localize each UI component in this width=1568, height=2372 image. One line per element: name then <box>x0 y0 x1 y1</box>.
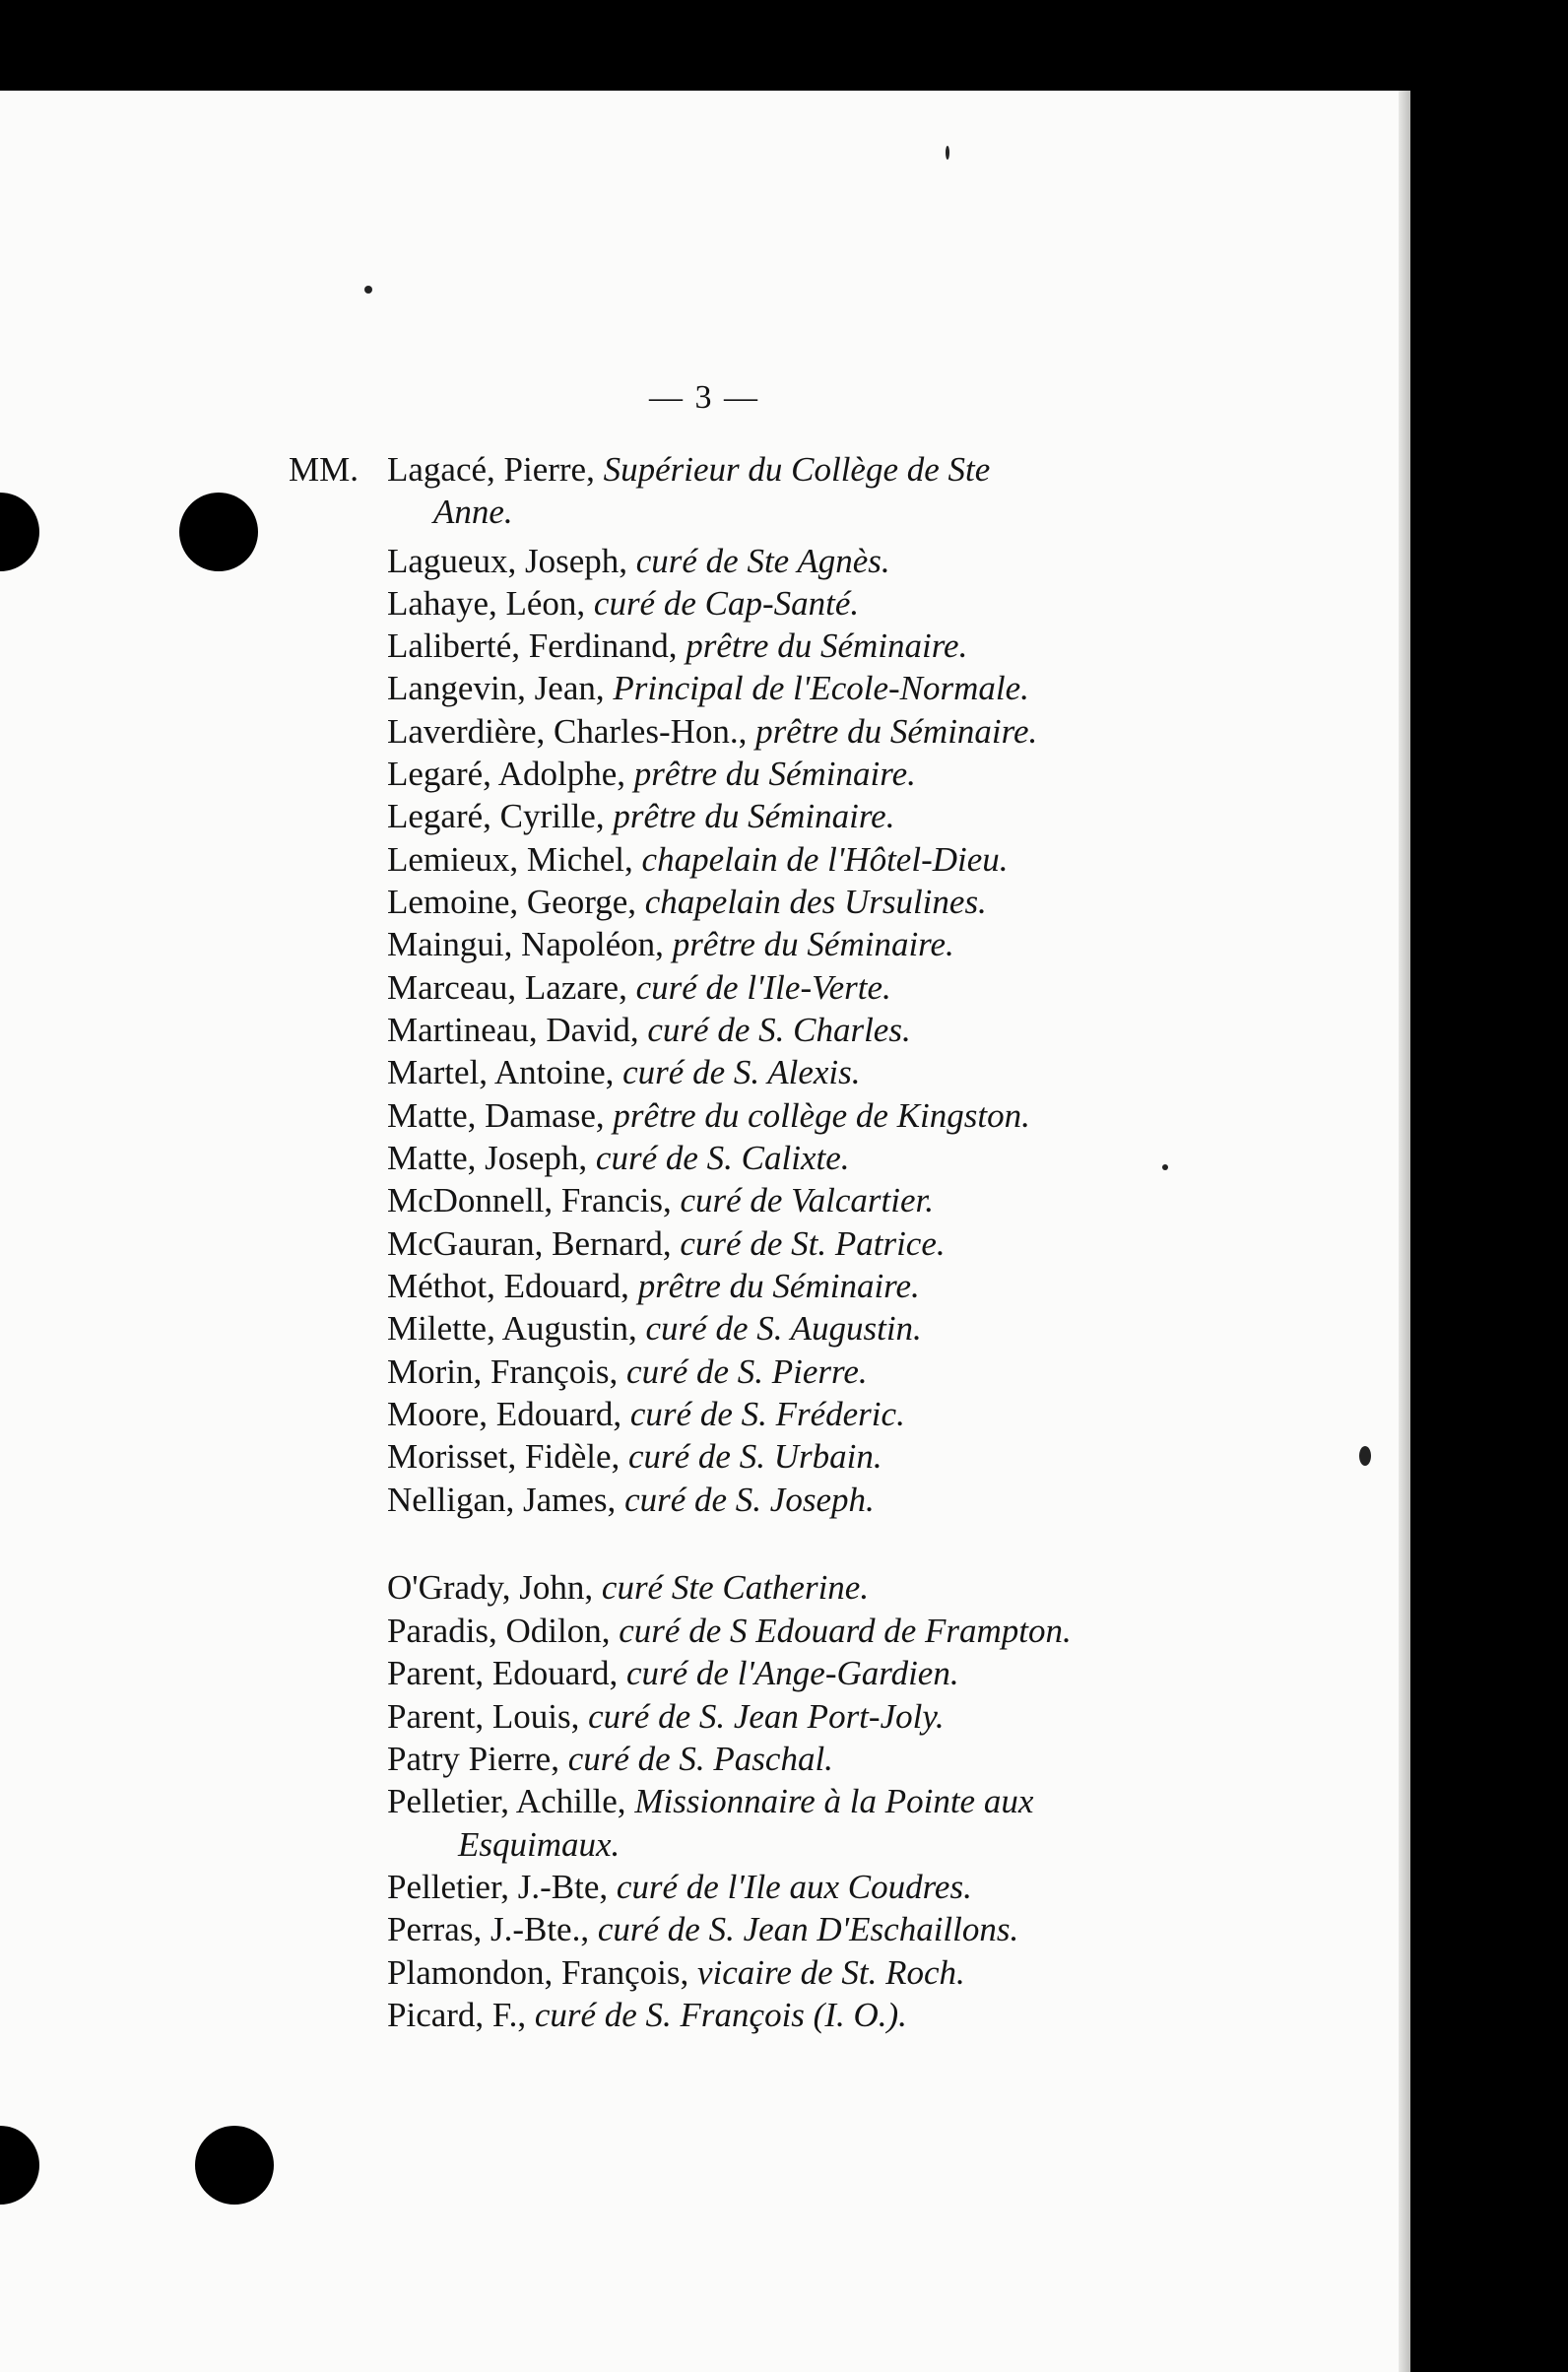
entry-title: prêtre du Séminaire. <box>637 1267 920 1305</box>
entry-title: prêtre du collège de Kingston. <box>613 1096 1030 1135</box>
list-item <box>387 1051 861 1094</box>
entry-name: Lemieux, Michel, <box>387 840 642 879</box>
list-item <box>387 667 1029 710</box>
list-item <box>387 923 954 966</box>
entry-name: Legaré, Cyrille, <box>387 797 614 835</box>
scan-speck <box>1162 1164 1168 1170</box>
entry-title: curé Ste Catherine. <box>601 1568 870 1607</box>
entry-title: curé de S. Alexis. <box>622 1053 861 1091</box>
entry-title: Missionnaire à la Pointe aux <box>634 1782 1034 1820</box>
entry-name: Legaré, Adolphe, <box>387 755 634 793</box>
list-item <box>387 1435 882 1479</box>
entry-name: Nelligan, James, <box>387 1481 625 1519</box>
list-item <box>387 1994 907 2037</box>
entry-name: Picard, F., <box>387 1996 535 2034</box>
entry-title: prêtre du Séminaire. <box>672 925 954 963</box>
entry-name: Perras, J.-Bte., <box>387 1910 598 1948</box>
page-edge <box>1399 91 1410 2372</box>
list-item <box>387 1908 1018 1951</box>
list-item <box>387 1652 959 1695</box>
entry-name: Parent, Louis, <box>387 1697 589 1736</box>
entry-title: curé de S. Fréderic. <box>629 1395 905 1433</box>
list-item <box>387 1738 833 1781</box>
entry-name: Laverdière, Charles-Hon., <box>387 712 756 751</box>
entry-name: Laliberté, Ferdinand, <box>387 626 686 665</box>
list-item <box>387 1780 1033 1823</box>
entry-title: curé de S. Jean D'Eschaillons. <box>597 1910 1019 1948</box>
entry-title: curé de S. Joseph. <box>624 1481 875 1519</box>
entry-name: Lemoine, George, <box>387 883 645 921</box>
page-number: — 3 — <box>649 379 759 416</box>
entry-title: curé de S. Charles. <box>647 1011 911 1049</box>
list-item <box>387 1265 920 1308</box>
list-item <box>387 1610 1072 1653</box>
entry-title: curé de Cap-Santé. <box>593 584 860 623</box>
entry-name: Marceau, Lazare, <box>387 968 636 1007</box>
entry-title: chapelain des Ursulines. <box>644 883 987 921</box>
entry-name: Morisset, Fidèle, <box>387 1437 628 1476</box>
entry-name: Méthot, Edouard, <box>387 1267 638 1305</box>
list-item <box>387 1351 868 1394</box>
entry-title: vicaire de St. Roch. <box>696 1953 965 1992</box>
list-item <box>387 1009 911 1052</box>
entry-name: Patry Pierre, <box>387 1740 568 1778</box>
list-item <box>387 795 894 838</box>
list-item <box>387 881 987 924</box>
entry-title: curé de S. Calixte. <box>595 1139 850 1177</box>
entry-title: prêtre du Séminaire. <box>755 712 1038 751</box>
list-item <box>387 1695 945 1739</box>
entry-title: curé de St. Patrice. <box>680 1224 946 1263</box>
list-item <box>387 1179 934 1222</box>
entry-title: prêtre du Séminaire. <box>613 797 895 835</box>
list-item <box>433 491 513 534</box>
honorific-label: MM. <box>289 450 359 489</box>
entry-name: Morin, François, <box>387 1352 627 1391</box>
list-item <box>387 1566 869 1610</box>
entry-name: Plamondon, François, <box>387 1953 697 1992</box>
entry-name: Pelletier, J.-Bte, <box>387 1868 617 1906</box>
entry-name: McDonnell, Francis, <box>387 1181 681 1219</box>
entry-name: Lagueux, Joseph, <box>387 542 636 580</box>
entry-name: Lahaye, Léon, <box>387 584 594 623</box>
scan-speck <box>364 286 372 294</box>
list-item <box>387 753 916 796</box>
entry-title: curé de l'Ile-Verte. <box>635 968 891 1007</box>
entry-title: curé de S. Paschal. <box>567 1740 833 1778</box>
list-item <box>387 582 859 626</box>
list-item <box>387 625 967 668</box>
list-item <box>387 1222 946 1266</box>
entry-name: Martineau, David, <box>387 1011 648 1049</box>
entry-name: Langevin, Jean, <box>387 669 614 707</box>
entry-title: Principal de l'Ecole-Normale. <box>613 669 1029 707</box>
entry-name: Moore, Edouard, <box>387 1395 630 1433</box>
entry-name: McGauran, Bernard, <box>387 1224 681 1263</box>
entry-name: Matte, Damase, <box>387 1096 614 1135</box>
entry-title: curé de S. Augustin. <box>645 1309 922 1348</box>
entry-name: Milette, Augustin, <box>387 1309 646 1348</box>
entry-title: prêtre du Séminaire. <box>686 626 968 665</box>
entry-title: Anne. <box>433 493 513 531</box>
binding-hole <box>195 2126 274 2205</box>
list-item <box>387 1094 1030 1138</box>
entry-name: Paradis, Odilon, <box>387 1612 620 1650</box>
scan-speck <box>946 146 949 160</box>
list-item <box>387 1479 875 1522</box>
list-item <box>458 1823 620 1867</box>
entry-title: curé de l'Ile aux Coudres. <box>616 1868 972 1906</box>
entry-name: Parent, Edouard, <box>387 1654 626 1692</box>
list-item <box>387 838 1009 882</box>
list-item <box>387 1307 922 1351</box>
binding-hole <box>179 493 258 571</box>
list-item <box>387 1951 965 1995</box>
scan-speck <box>1359 1446 1371 1466</box>
entry-title: chapelain de l'Hôtel-Dieu. <box>641 840 1009 879</box>
list-item <box>387 1393 905 1436</box>
entry-title: curé de Valcartier. <box>680 1181 935 1219</box>
entry-title: curé de Ste Agnès. <box>635 542 890 580</box>
list-item <box>387 540 890 583</box>
entry-name: Lagacé, Pierre, <box>387 450 604 489</box>
entry-title: curé de S. François (I. O.). <box>534 1996 907 2034</box>
list-item <box>387 710 1037 754</box>
entry-title: curé de S. Jean Port-Joly. <box>588 1697 945 1736</box>
list-item <box>387 448 990 492</box>
list-item <box>387 1137 849 1180</box>
entry-name: Pelletier, Achille, <box>387 1782 635 1820</box>
entry-name: O'Grady, John, <box>387 1568 602 1607</box>
entry-name: Martel, Antoine, <box>387 1053 623 1091</box>
entry-title: curé de S. Pierre. <box>626 1352 868 1391</box>
entry-name: Matte, Joseph, <box>387 1139 596 1177</box>
entry-title: curé de S. Urbain. <box>627 1437 882 1476</box>
entry-title: Supérieur du Collège de Ste <box>603 450 991 489</box>
entry-name: Maingui, Napoléon, <box>387 925 673 963</box>
list-item <box>387 1866 972 1909</box>
entry-title: prêtre du Séminaire. <box>633 755 916 793</box>
entry-title: curé de S Edouard de Frampton. <box>619 1612 1072 1650</box>
list-item <box>387 966 891 1010</box>
entry-title: curé de l'Ange-Gardien. <box>625 1654 959 1692</box>
entry-title: Esquimaux. <box>458 1825 621 1864</box>
